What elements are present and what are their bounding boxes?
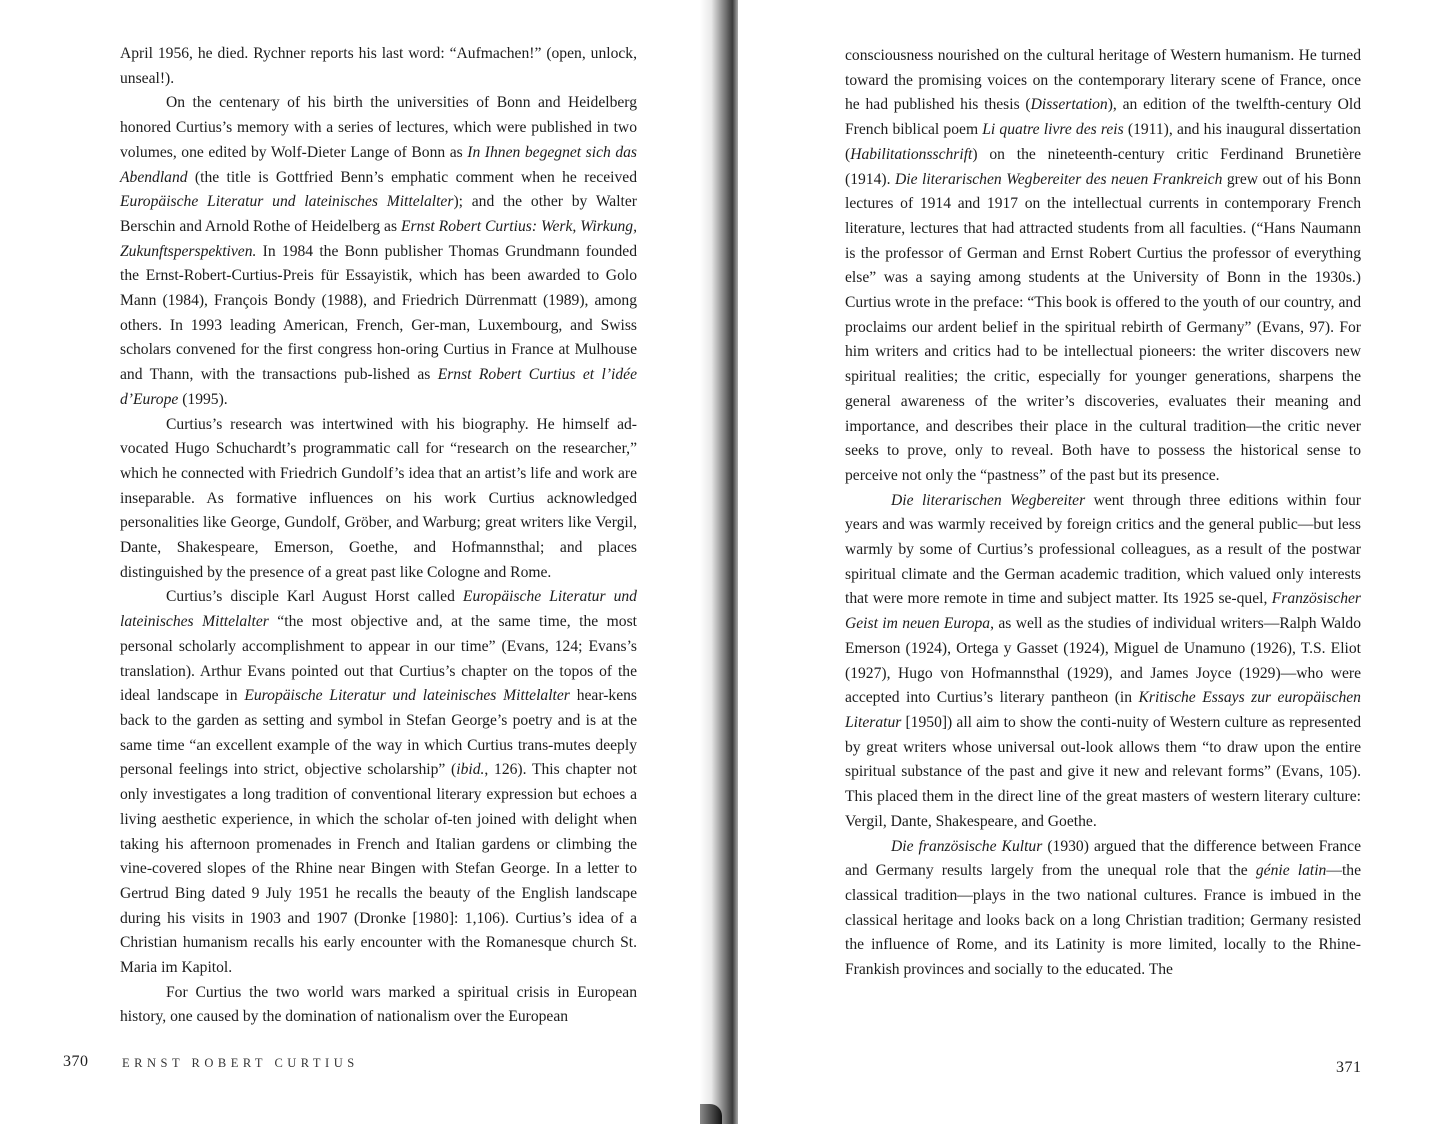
right-page-body — [845, 44, 1361, 983]
text-run: (1911), and his inaugural dissertation ( — [845, 121, 1361, 163]
text-run: (1930) argued that the difference between France and Germany results largely from the unequal role that the — [845, 837, 1361, 880]
italic-title: Kritische Essays zur europäischen Literatur — [845, 689, 1361, 731]
italic-title: Die literarischen Wegbereiter — [891, 491, 1086, 509]
text-run: , 126). This chapter not only investigates a long tradition of conventional literary expression but echoes a living aesthetic experience, in which the scholar of-ten joined with delight when taking his afternoon promenades in French and Italian gardens or climbing the vine-covered slopes of the Rhine near Bingen with Stefan George. In a letter to Gertrud Bing dated 9 July 1951 he recalls the beauty of the English landscape during his visits in 1903 and 1907 (Dronke [1980]: 1,106). Curtius’s idea of a Christian humanism recalls his early encounter with the Romanesque church St. Maria im Kapitol. — [120, 761, 637, 977]
paragraph — [845, 835, 1361, 983]
text-run: consciousness nourished on the cultural heritage of Western humanism. He turned toward the promising voices on the contemporary literary scene of France, once he had published his thesis ( — [845, 47, 1361, 114]
paragraph — [120, 91, 637, 412]
page-number: 371 — [1336, 1059, 1362, 1076]
italic-title: Die französische Kultur — [891, 837, 1043, 855]
text-run: , as well as the studies of individual writers—Ralph Waldo Emerson (1924), Ortega y Gasset (1924), Miguel de Unamuno (1926), T.S. Eliot (1927), Hugo von Hofmannsthal (1929), and James Joyce (1929)—who were accepted into Curtius’s literary pantheon (in — [845, 615, 1361, 707]
text-run: Curtius’s research was intertwined with his biography. He himself ad-vocated Hugo Schuchardt’s programmatic call for “research on the researcher,” which he connected with Friedrich Gundolf’s idea that an artist’s life and work are inseparable. As formative influences on his work Curtius acknowledged personalities like George, Gundolf, Gröber, and Warburg; great writers like Vergil, Dante, Shakespeare, Emerson, Goethe, and Hofmannsthal; and places distinguished by the presence of a great past like Cologne and Rome. — [120, 415, 637, 581]
italic-title: In Ihnen begegnet sich das Abendland — [120, 143, 638, 186]
italic-term: génie latin — [1255, 862, 1327, 880]
text-run: “the most objective and, at the same time, the most personal scholarly accomplishment to appear in our time” (Evans, 124; Evans’s translation). Arthur Evans pointed out that Curtius’s chapter on the topos of the ideal landscape in — [120, 613, 637, 705]
italic-title: Die literarischen Wegbereiter des neuen Frankreich — [894, 170, 1223, 188]
right-page — [738, 0, 1445, 1124]
italic-term: Dissertation — [1030, 96, 1108, 114]
text-run: ), an edition of the twelfth-century Old French biblical poem — [845, 96, 1362, 139]
text-run: Curtius’s disciple Karl August Horst called — [166, 588, 463, 606]
text-run: For Curtius the two world wars marked a spiritual crisis in European history, one caused by the domination of nationalism over the European — [120, 983, 637, 1026]
page-number: 370 — [63, 1053, 89, 1070]
italic-title: Europäische Literatur und lateinisches Mittelalter — [120, 588, 637, 631]
text-run: ) on the nineteenth-century critic Ferdinand Brunetière (1914). — [845, 145, 1361, 188]
text-run: —the classical tradition—plays in the two national cultures. France is imbued in the classical heritage and looks back on a long Christian tradition; Germany resisted the influence of Rome, and its Latinity is more limited, locally to the Rhine-Frankish provinces and socially to the educated. The — [845, 862, 1361, 979]
italic-term: Habilitationsschrift — [850, 145, 973, 163]
italic-title: Europäische Literatur und lateinisches Mittelalter — [120, 193, 454, 211]
paragraph — [120, 981, 637, 1030]
paragraph — [120, 42, 637, 91]
text-run: On the centenary of his birth the universities of Bonn and Heidelberg honored Curtius’s memory with a series of lectures, which were published in two volumes, one edited by Wolf-Dieter Lange of Bonn as — [120, 94, 637, 161]
italic-title: Ernst Robert Curtius et l’idée d’Europe — [120, 366, 637, 408]
text-run: [1950]) all aim to show the conti-nuity of Western culture as represented by great writers whose universal out-look allows them “to draw upon the entire spiritual substance of the past and give it new and relevant forms” (Evans, 105). This placed them in the direct line of the great masters of western literary culture: Vergil, Dante, Shakespeare, and Goethe. — [845, 713, 1361, 830]
left-page — [0, 0, 712, 1124]
italic-title: Li quatre livre des reis — [982, 121, 1124, 139]
text-run: hear-kens back to the garden as setting and symbol in Stefan George’s poetry and is at the same time “an excellent example of the way in which Curtius trans-mutes deeply personal feelings into strict, objective scholarship” ( — [120, 687, 637, 779]
text-run: April 1956, he died. Rychner reports his last word: “Aufmachen!” (open, unlock, unseal!). — [120, 45, 637, 87]
text-run: grew out of his Bonn lectures of 1914 and 1917 on the intellectual currents in contemporary French literature, lectures that had attracted students from all faculties. (“Hans Naumann is the professor of German and Ernst Robert Curtius the professor of everything else” was a saying among students at the University of Bonn in the 1930s.) Curtius wrote in the preface: “This book is offered to the youth of our country, and proclaims our ardent belief in the spiritual rebirth of Germany” (Evans, 97). For him writers and critics had to be intellectual pioneers: the writer discovers new spiritual realities; the critic, especially for younger generations, sharpens the general awareness of the writer’s discoveries, evaluates their meaning and importance, and describes their place in the cultural tradition—the critic never seeks to prove, only to reveal. Both have to possess the historical sense to perceive not only the “pastness” of the past but its presence. — [845, 170, 1361, 484]
text-run: (the title is Gottfried Benn’s emphatic comment when he received — [187, 168, 637, 186]
italic-title: Ernst Robert Curtius: Werk, Wirkung, Zukunftsperspektiven. — [120, 217, 637, 260]
italic-title: Europäische Literatur und lateinisches Mittelalter — [244, 687, 570, 705]
paragraph — [120, 585, 637, 980]
text-run: In 1984 the Bonn publisher Thomas Grundmann founded the Ernst-Robert-Curtius-Preis für Essayistik, which has been awarded to Golo Mann (1984), François Bondy (1988), and Friedrich Dürrenmatt (1989), among others. In 1993 leading American, French, Ger-man, Luxembourg, and Swiss scholars convened for the first congress hon-oring Curtius in France at Mulhouse and Thann, with the transactions pub-lished as — [120, 242, 637, 384]
paragraph — [845, 489, 1361, 835]
paragraph — [120, 413, 637, 586]
italic-abbrev: ibid. — [456, 761, 485, 779]
italic-title: Französischer Geist im neuen Europa — [845, 590, 1361, 633]
left-page-body — [120, 42, 637, 1030]
paragraph — [845, 44, 1361, 489]
book-spine-edge — [700, 1104, 722, 1124]
running-head: ERNST ROBERT CURTIUS — [122, 1056, 359, 1070]
text-run: ); and the other by Walter Berschin and Arnold Rothe of Heidelberg as — [120, 193, 637, 235]
text-run: (1995). — [178, 390, 228, 408]
text-run: went through three editions within four years and was warmly received by foreign critics and the general public—but less warmly by some of Curtius’s professional colleagues, as a result of the postwar spiritual climate and the German academic tradition, which valued only interests that were more remote in time and subject matter. Its 1925 se-quel, — [845, 491, 1362, 608]
